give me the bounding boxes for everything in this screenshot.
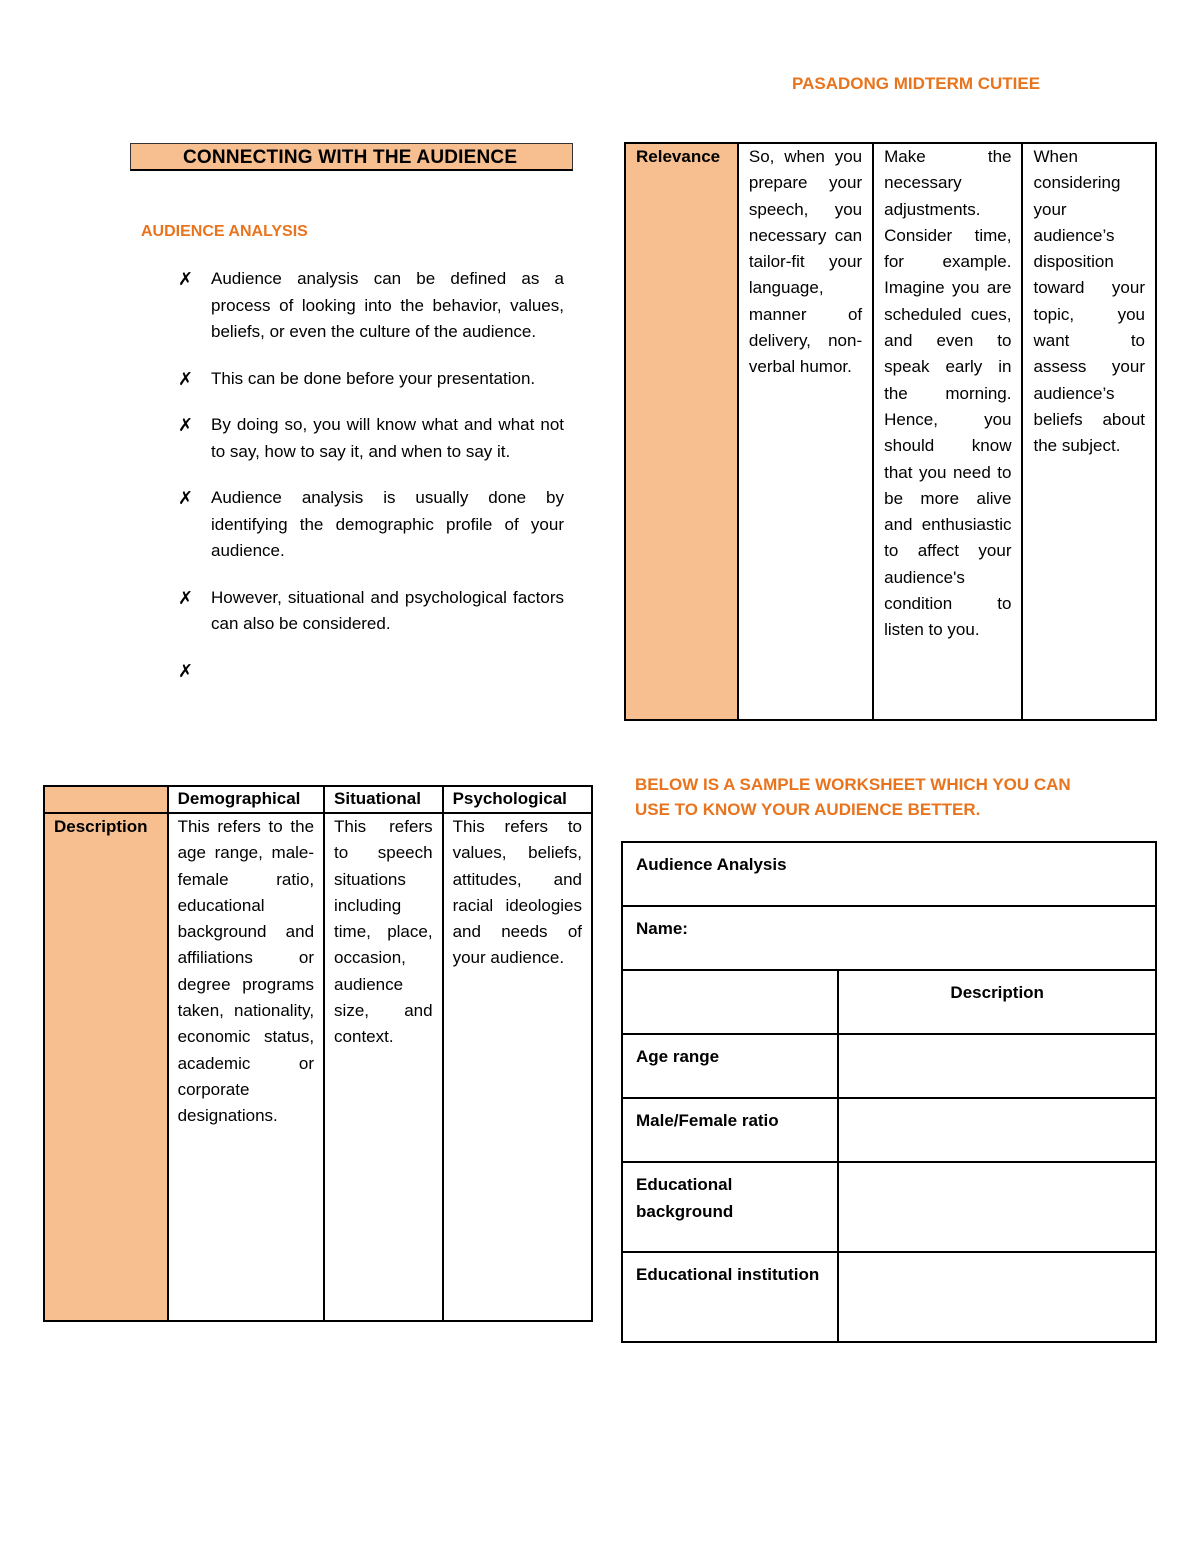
bullet-text: By doing so, you will know what and what not to say, how to say it, and when to say it. <box>211 415 564 461</box>
worksheet-intro-heading: BELOW IS A SAMPLE WORKSHEET WHICH YOU CAN USE TO KNOW YOUR AUDIENCE BETTER. <box>635 775 1071 819</box>
answer-cell <box>838 1252 1156 1342</box>
cross-mark-icon: ✗ <box>178 660 194 681</box>
cross-mark-icon: ✗ <box>178 587 194 608</box>
audience-worksheet <box>621 841 1157 1343</box>
table-row <box>622 1252 1156 1342</box>
cell-psychological: This refers to values, beliefs, attitudes, and racial ideologies and needs of your audience. <box>443 813 592 1321</box>
row-label: Age range <box>622 1034 838 1098</box>
cell-relevance-situational: Make the necessary adjustments. Consider time, for example. Imagine you are scheduled cues, and even to speak early in the morning. Hence, you should know that you need to be more alive and enthusiastic to affect your audience's condition to listen to you. <box>873 143 1022 720</box>
row-label: Educational institution <box>622 1252 838 1342</box>
bullet-list <box>178 266 564 704</box>
column-header-situational: Situational <box>324 786 443 813</box>
bullet-text: This can be done before your presentation. <box>211 368 536 388</box>
page-header: PASADONG MIDTERM CUTIEE <box>792 74 1041 93</box>
cross-mark-icon: ✗ <box>178 269 194 289</box>
table-row <box>622 1162 1156 1252</box>
page-title: CONNECTING WITH THE AUDIENCE <box>183 147 518 168</box>
row-label: Educational background <box>622 1162 838 1252</box>
cell-relevance-psychological: When considering your audience’s disposition toward your topic, you want to assess your audience’s beliefs about the subject. <box>1022 143 1156 720</box>
bullet-text: Audience analysis is usually done by identifying the demographic profile of your audience. <box>211 488 564 560</box>
cell-demographical: This refers to the age range, male-female ratio, educational background and affiliations or degree programs taken, nationality, economic status, academic or corporate designations. <box>168 813 324 1321</box>
list-item <box>178 266 564 346</box>
list-item <box>178 485 564 565</box>
factors-table <box>43 785 593 1322</box>
cross-mark-icon: ✗ <box>178 488 194 508</box>
column-header-demographical: Demographical <box>168 786 324 813</box>
answer-cell <box>838 1034 1156 1098</box>
list-item <box>178 585 564 638</box>
list-item-empty <box>178 658 564 684</box>
row-label: Male/Female ratio <box>622 1098 838 1162</box>
list-item <box>178 412 564 465</box>
relevance-table <box>624 142 1157 721</box>
table-row <box>622 1098 1156 1162</box>
cross-mark-icon: ✗ <box>178 415 194 435</box>
bullet-text: Audience analysis can be defined as a process of looking into the behavior, values, beliefs, or even the culture of the audience. <box>211 269 564 341</box>
row-label-description: Description <box>44 813 168 1321</box>
answer-cell <box>838 1162 1156 1252</box>
table-row <box>622 970 1156 1034</box>
cross-mark-icon: ✗ <box>178 368 194 389</box>
table-row <box>622 906 1156 970</box>
table-header-row <box>44 786 592 813</box>
table-row <box>622 842 1156 906</box>
bullet-text: However, situational and psychological factors can also be considered. <box>211 587 564 633</box>
table-row <box>625 143 1156 720</box>
worksheet-title: Audience Analysis <box>622 842 1156 906</box>
name-field-label: Name: <box>622 906 1156 970</box>
title-banner <box>130 143 573 171</box>
column-header-psychological: Psychological <box>443 786 592 813</box>
answer-cell <box>838 1098 1156 1162</box>
cell-relevance-demographical: So, when you prepare your speech, you necessary can tailor-fit your language, manner of delivery, non-verbal humor. <box>738 143 873 720</box>
cell-situational: This refers to speech situations including time, place, occasion, audience size, and context. <box>324 813 443 1321</box>
list-item <box>178 366 564 393</box>
row-label-relevance: Relevance <box>625 143 738 720</box>
table-row <box>44 813 592 1321</box>
corner-cell <box>44 786 168 813</box>
table-row <box>622 1034 1156 1098</box>
section-heading: AUDIENCE ANALYSIS <box>141 223 308 240</box>
column-header-description: Description <box>838 970 1156 1034</box>
empty-header-cell <box>622 970 838 1034</box>
